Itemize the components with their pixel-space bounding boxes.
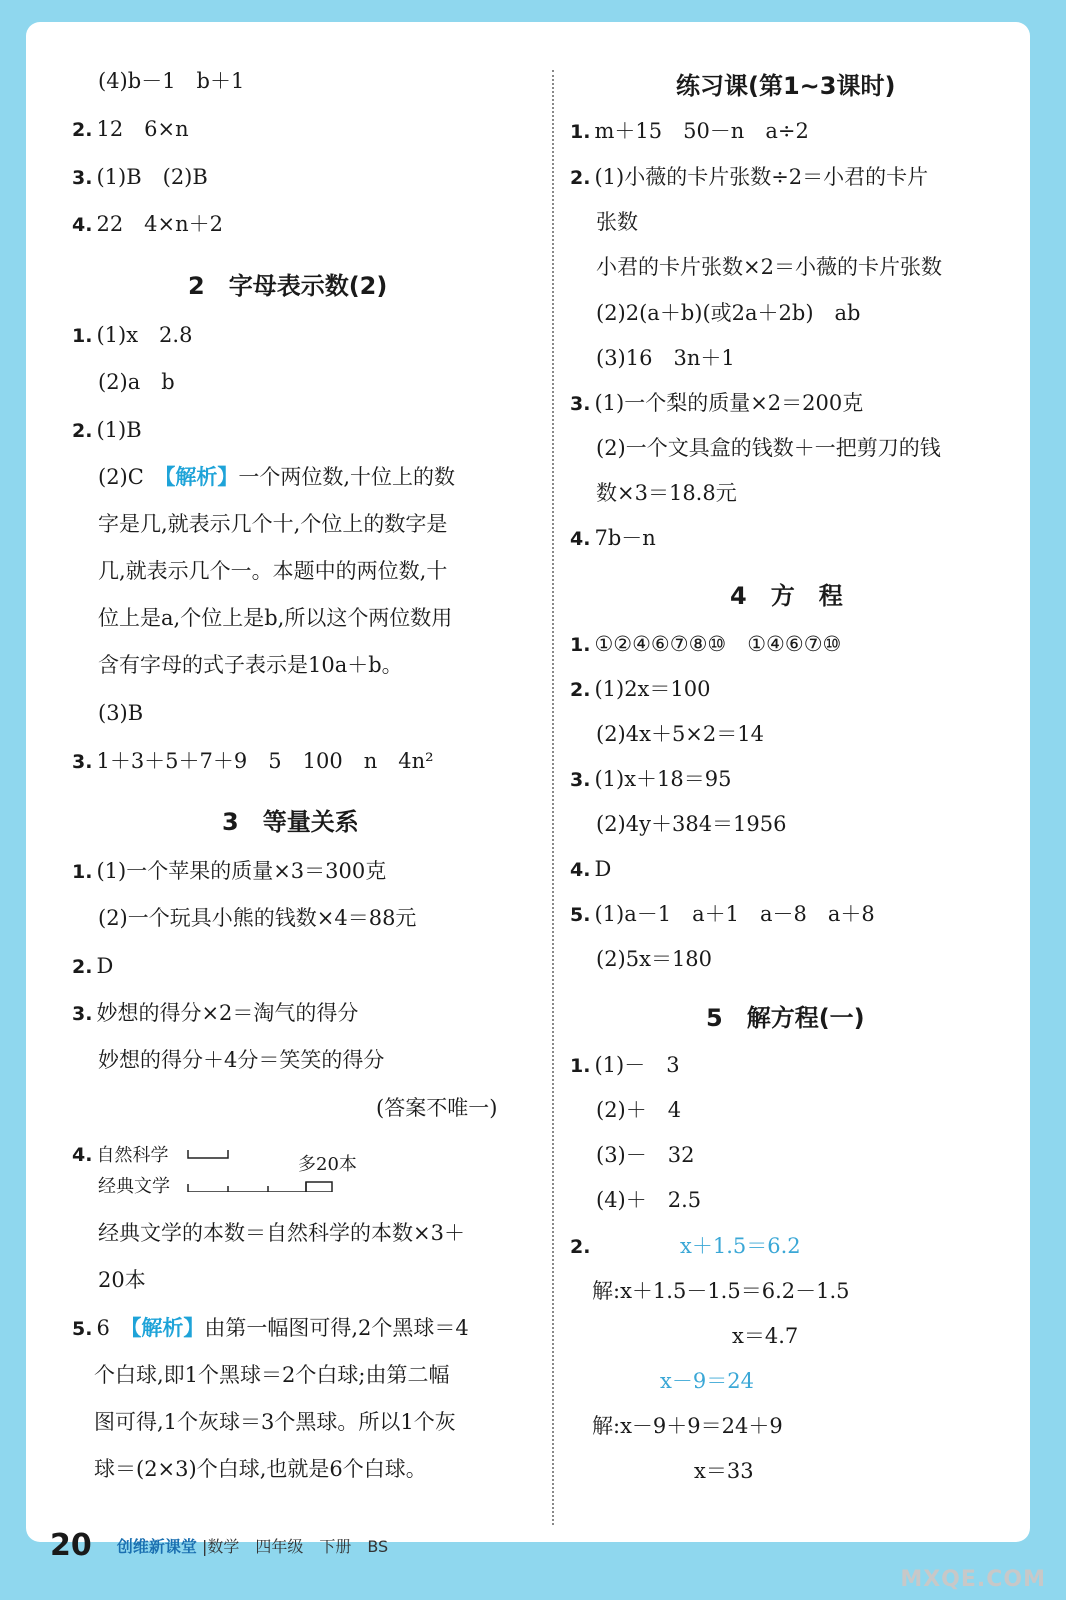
answer-text: (1)B (2)B: [96, 165, 208, 189]
answer-text: 妙想的得分×2＝淘气的得分: [96, 1001, 359, 1025]
answer-line: 位上是a,个位上是b,所以这个两位数用: [98, 606, 453, 630]
answer-line: [570, 629, 841, 660]
item-number: 2.: [72, 956, 93, 978]
answer-line: 20本: [98, 1268, 146, 1292]
item-number: 2.: [570, 167, 591, 189]
item-number: 3.: [570, 393, 591, 415]
answer-text: 22 4×n＋2: [96, 212, 224, 236]
item-number: 1.: [72, 861, 93, 883]
answer-line: 小君的卡片张数×2＝小薇的卡片张数: [596, 255, 942, 279]
book-info: |数学 四年级 下册 BS: [201, 1537, 389, 1556]
answer-line: [570, 116, 809, 147]
page-number: 20: [50, 1528, 92, 1563]
solution-result: x＝4.7: [732, 1324, 799, 1348]
item-number: 5.: [72, 1318, 93, 1340]
answer-line: (2)＋ 4: [596, 1098, 682, 1122]
answer-line: (3)B: [98, 701, 144, 725]
answer-line: 妙想的得分＋4分＝笑笑的得分: [98, 1048, 385, 1072]
answer-line: [570, 899, 875, 930]
item-number: 3.: [72, 751, 93, 773]
answer-line: (2)2(a＋b)(或2a＋2b) ab: [596, 301, 861, 325]
item-number: 4.: [72, 214, 93, 236]
section-title: 练习课(第1~3课时): [676, 72, 896, 100]
equation-text: x－9＝24: [660, 1369, 754, 1393]
answer-text: 由第一幅图可得,2个黑球＝4: [204, 1316, 469, 1340]
answer-line: (4)＋ 2.5: [596, 1188, 702, 1212]
section-title: 4 方 程: [730, 582, 843, 610]
section-title: 3 等量关系: [222, 808, 359, 836]
answer-line: [72, 320, 192, 351]
brand-name: 创维新课堂: [116, 1537, 197, 1556]
answer-line: [570, 674, 711, 705]
answer-text: (1)－ 3: [594, 1053, 680, 1077]
answer-page: [26, 22, 1030, 1542]
answer-text: 一个两位数,十位上的数: [238, 465, 456, 489]
item-number: 3.: [570, 769, 591, 791]
answer-line: 字是几,就表示几个十,个位上的数字是: [98, 512, 448, 536]
answer-text: (1)x 2.8: [96, 323, 193, 347]
answer-text: (1)a－1 a＋1 a－8 a＋8: [594, 902, 875, 926]
answer-line: [72, 856, 386, 887]
answer-line: 图可得,1个灰球＝3个黑球。所以1个灰: [94, 1410, 456, 1434]
item-number: 1.: [72, 325, 93, 347]
note-text: (答案不唯一): [376, 1096, 498, 1120]
item-number: 4.: [570, 528, 591, 550]
item-number: 4.: [570, 859, 591, 881]
answer-line: [570, 764, 732, 795]
segment-diagram: [186, 1142, 346, 1192]
answer-line: [570, 1050, 680, 1081]
answer-line: 数×3＝18.8元: [596, 481, 737, 505]
answer-line: (2)5x＝180: [596, 947, 713, 971]
answer-line: [72, 162, 208, 193]
segment-ticks: [228, 1182, 306, 1192]
answer-text: 7b－n: [594, 526, 656, 550]
item-number: 3.: [72, 1003, 93, 1025]
extra-20-segment: [306, 1182, 332, 1192]
analysis-tag: 【解析】: [130, 1315, 205, 1340]
equation-text: x＋1.5＝6.2: [680, 1234, 801, 1258]
answer-line: [72, 951, 113, 982]
answer-line: [570, 162, 928, 193]
solution-step: 解:x＋1.5－1.5＝6.2－1.5: [592, 1279, 850, 1303]
item-number: 2.: [72, 420, 93, 442]
answer-text: m＋15 50－n a÷2: [594, 119, 809, 143]
section-title: 5 解方程(一): [706, 1004, 865, 1032]
answer-line: [98, 462, 455, 492]
solution-result: x＝33: [694, 1459, 754, 1483]
answer-text: (1)x＋18＝95: [594, 767, 732, 791]
solution-step: 解:x－9＋9＝24＋9: [592, 1414, 783, 1438]
item-number: 5.: [570, 904, 591, 926]
answer-text: (2)C: [98, 465, 165, 489]
label-natural-science: 自然科学: [96, 1145, 169, 1166]
answer-text: 6: [96, 1316, 131, 1340]
answer-text: (1)小薇的卡片张数÷2＝小君的卡片: [594, 165, 929, 189]
item-number: 1.: [570, 1055, 591, 1077]
answer-text: D: [96, 954, 114, 978]
answer-line: [570, 1231, 594, 1262]
item-number: 2.: [570, 1236, 591, 1258]
answer-text: D: [594, 857, 612, 881]
answer-line: [72, 1140, 168, 1171]
label-classic-literature: 经典文学: [98, 1176, 170, 1197]
analysis-tag: 【解析】: [164, 464, 239, 489]
classic-literature-segment: [188, 1184, 306, 1192]
item-number: 2.: [570, 679, 591, 701]
item-number: 4.: [72, 1144, 93, 1166]
watermark: MXQE.COM: [900, 1567, 1046, 1592]
answer-line: [72, 746, 434, 777]
item-number: 2.: [72, 119, 93, 141]
answer-text: (1)一个梨的质量×2＝200克: [594, 391, 864, 415]
answer-text: (1)一个苹果的质量×3＝300克: [96, 859, 387, 883]
answer-line: [72, 114, 189, 145]
answer-text: 1＋3＋5＋7＋9 5 100 n 4n²: [96, 749, 434, 773]
answer-line: 球＝(2×3)个白球,也就是6个白球。: [94, 1457, 427, 1481]
answer-line: (2)4y＋384＝1956: [596, 812, 787, 836]
column-divider: [552, 70, 554, 1525]
answer-line: 张数: [596, 210, 638, 234]
natural-science-segment: [188, 1150, 228, 1158]
answer-line: [72, 209, 223, 240]
item-number: 1.: [570, 634, 591, 656]
answer-line: (2)一个玩具小熊的钱数×4＝88元: [98, 906, 417, 930]
answer-line: [570, 523, 656, 554]
answer-line: 几,就表示几个一。本题中的两位数,十: [98, 559, 448, 583]
label-more-20: 多20本: [298, 1154, 357, 1175]
answer-line: (4)b－1 b＋1: [98, 69, 245, 93]
item-number: 1.: [570, 121, 591, 143]
answer-text: (1)B: [96, 418, 142, 442]
page-footer: [50, 1528, 388, 1568]
answer-line: 含有字母的式子表示是10a＋b。: [98, 653, 403, 677]
item-number: 3.: [72, 167, 93, 189]
answer-text: ①②④⑥⑦⑧⑩ ①④⑥⑦⑩: [594, 632, 842, 656]
answer-line: [72, 1313, 469, 1344]
answer-line: (3)－ 32: [596, 1143, 695, 1167]
answer-line: [72, 998, 358, 1029]
answer-text: 12 6×n: [96, 117, 189, 141]
answer-line: 经典文学的本数＝自然科学的本数×3＋: [98, 1221, 465, 1245]
section-title: 2 字母表示数(2): [188, 272, 388, 300]
answer-line: [570, 854, 611, 885]
answer-line: (2)4x＋5×2＝14: [596, 722, 764, 746]
answer-text: (1)2x＝100: [594, 677, 711, 701]
answer-line: [570, 388, 863, 419]
answer-line: (3)16 3n＋1: [596, 346, 735, 370]
answer-line: 个白球,即1个黑球＝2个白球;由第二幅: [94, 1363, 450, 1387]
answer-line: (2)a b: [98, 370, 175, 394]
answer-line: (2)一个文具盒的钱数＋一把剪刀的钱: [596, 436, 941, 460]
answer-line: [72, 415, 142, 446]
